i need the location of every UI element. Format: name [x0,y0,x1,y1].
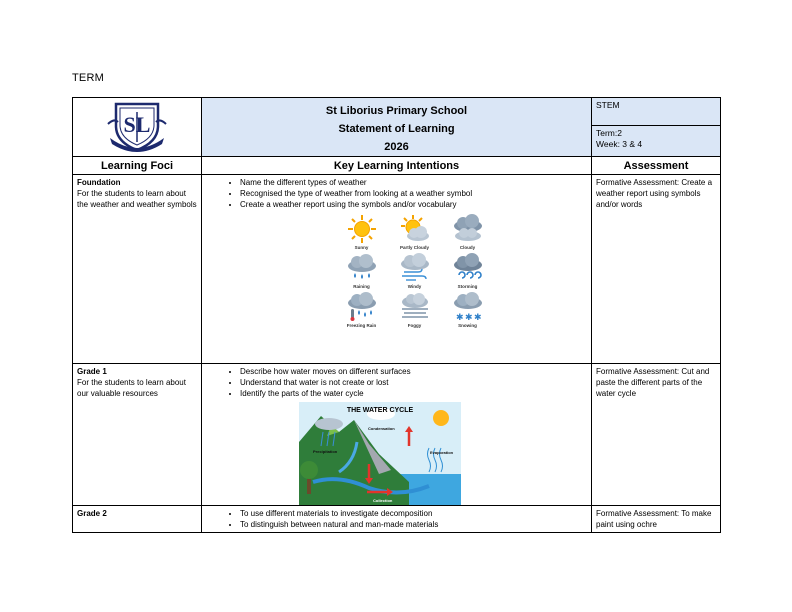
focus-text: For the students to learn about the weather and weather symbols [77,189,197,209]
list-item: • Identify the parts of the water cycle [240,388,591,399]
term-heading: TERM [72,72,104,84]
weather-label: Storming [457,284,478,289]
foundation-assessment-cell: Formative Assessment: Create a weather report using symbols and/or words [592,175,721,364]
list-item: • Name the different types of weather [240,177,591,188]
weather-label: Partly Cloudy [399,245,429,250]
subject-cell [592,98,721,126]
weather-symbol [335,253,388,290]
weather-label: Windy [407,284,422,289]
foundation-intentions-cell [202,175,592,364]
partly-cloudy-icon [398,214,432,244]
list-item: • To use different materials to investigate decomposition [240,508,591,519]
storm-icon [451,253,485,283]
subject-label: STEM [596,100,620,110]
water-cycle-diagram [299,402,461,505]
focus-text: For the students to learn about our valuable resources [77,378,186,398]
table-row [73,364,721,506]
weather-label: Foggy [407,323,422,328]
school-logo [106,100,168,154]
week-value: Week: 3 & 4 [596,138,643,149]
intentions-list [202,366,591,399]
grade1-assessment-cell: Formative Assessment: Cut and paste the different parts of the water cycle [592,364,721,506]
intentions-list [202,508,591,530]
list-item: • Describe how water moves on different surfaces [240,366,591,377]
weather-label: Raining [353,284,370,289]
grade-label: Grade 1 [77,367,107,376]
col-learning-foci: Learning Foci [73,157,202,175]
snow-icon [451,292,485,322]
foundation-focus-cell [73,175,202,364]
weather-label: Snowing [458,323,477,328]
grade-label: Foundation [77,178,121,187]
wind-icon [398,253,432,283]
intentions-list [202,177,591,210]
grade-label: Grade 2 [77,509,107,518]
weather-symbol [441,214,494,251]
cloud-icon [451,214,485,244]
weather-symbol [441,292,494,329]
grade2-intentions-cell [202,506,592,533]
school-name: St Liborius Primary School [325,105,468,117]
water-cycle-title: THE WATER CYCLE [346,407,414,414]
water-cycle-label: Collection [373,498,393,503]
svg-text:SL: SL [123,112,151,137]
weather-label: Cloudy [459,245,476,250]
weather-symbol [388,253,441,290]
weather-symbols-grid [335,214,591,329]
table-row [73,506,721,533]
weather-label: Sunny [354,245,369,250]
water-cycle-label: Evaporation [430,450,454,455]
freezing-rain-icon [345,292,379,322]
list-item: • Recognised the type of weather from looking at a weather symbol [240,188,591,199]
list-item: • Understand that water is not create or lost [240,377,591,388]
weather-symbol [388,214,441,251]
list-item: • Create a weather report using the symbols and/or vocabulary [240,199,591,210]
col-assessment: Assessment [592,157,721,175]
grade2-focus-cell [73,506,202,533]
water-cycle-label: Precipitation [313,449,338,454]
svg-text:✱: ✱ [473,313,482,322]
list-item: • To distinguish between natural and man-made materials [240,519,591,530]
grade1-intentions-cell [202,364,592,506]
weather-symbol [388,292,441,329]
document-title: Statement of Learning [338,123,455,135]
statement-of-learning-table [72,97,721,533]
school-logo-cell [73,98,202,157]
term-week-cell [592,125,721,156]
rain-icon [345,253,379,283]
grade2-assessment-cell: Formative Assessment: To make paint using ochre [592,506,721,533]
weather-symbol [441,253,494,290]
school-title-cell [202,98,592,157]
col-key-learning-intentions: Key Learning Intentions [202,157,592,175]
svg-text:✱: ✱ [455,313,464,322]
table-row [73,175,721,364]
sun-icon [345,214,379,244]
document-year: 2026 [384,141,409,153]
term-value: Term:2 [596,127,622,138]
water-cycle-label: Condensation [368,426,395,431]
svg-text:✱: ✱ [464,313,473,322]
weather-symbol [335,292,388,329]
fog-icon [398,292,432,322]
weather-label: Freezing Rain [346,323,377,328]
weather-symbol [335,214,388,251]
grade1-focus-cell [73,364,202,506]
